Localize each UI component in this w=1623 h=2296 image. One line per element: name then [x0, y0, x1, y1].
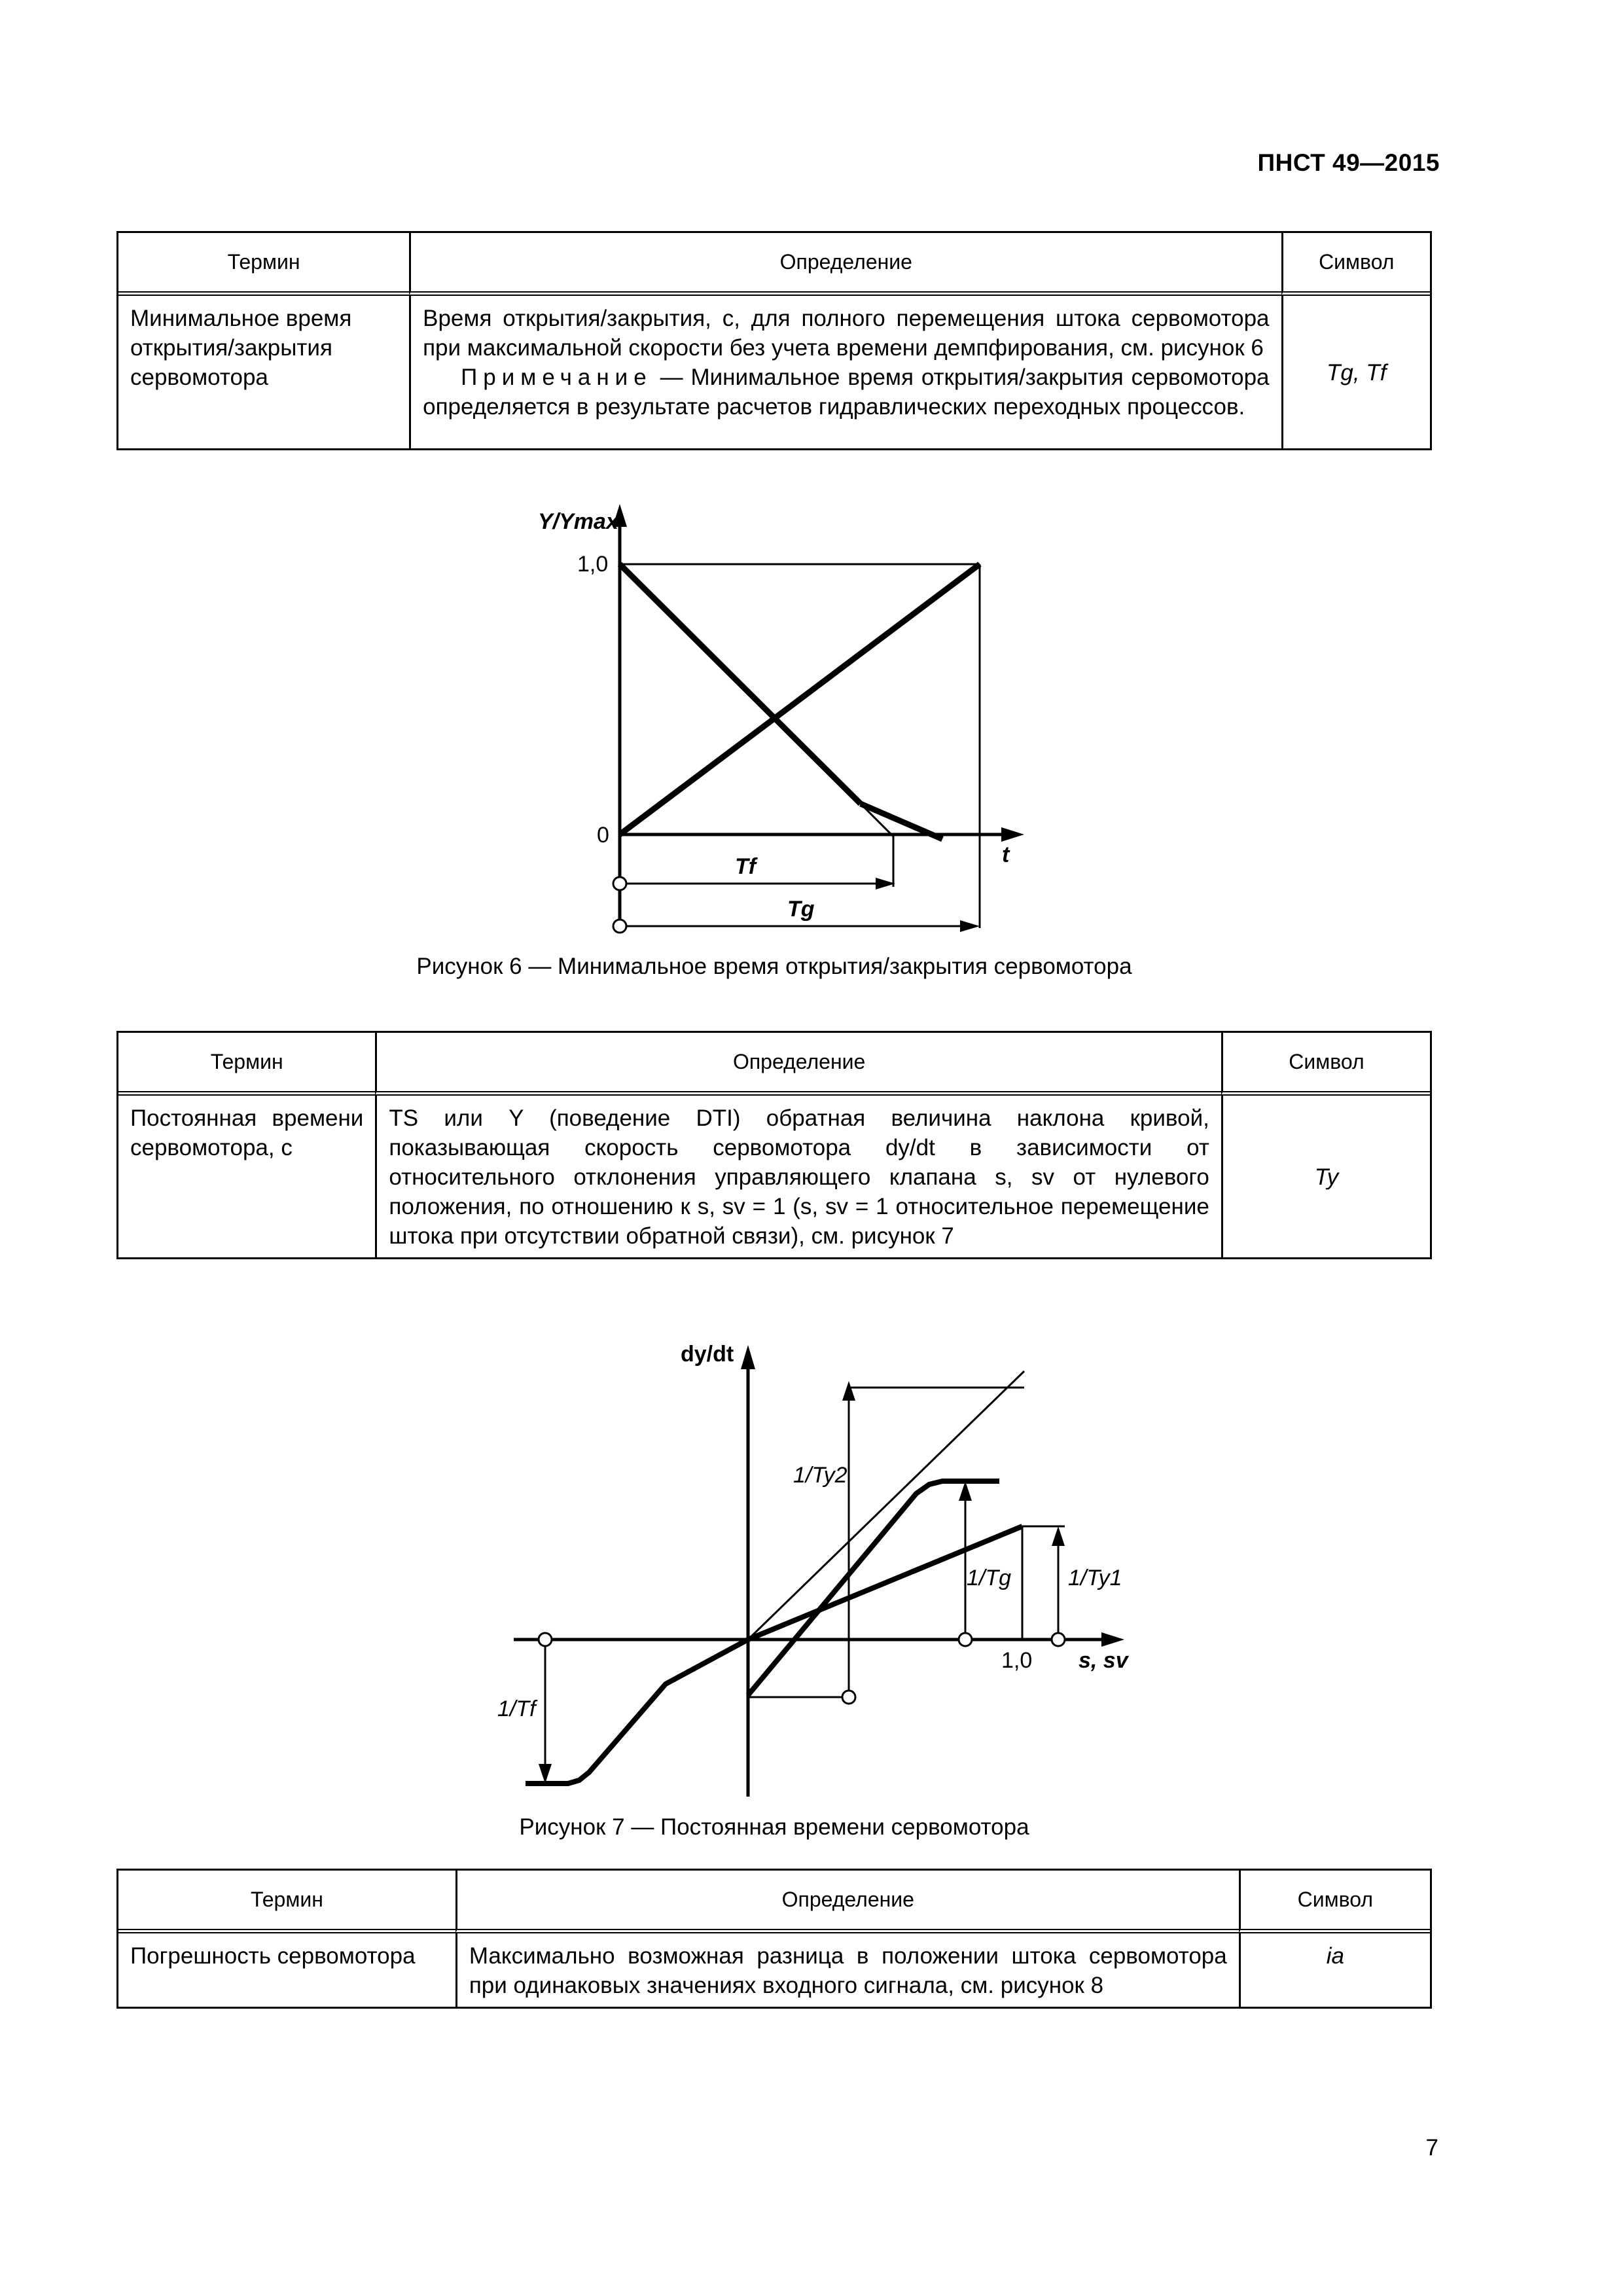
- column-header-symbol: Символ: [1281, 233, 1430, 296]
- figure-6-caption: Рисунок 6 — Минимальное время открытия/закрытия сервомотора: [416, 954, 1132, 979]
- note-text: — Минимальное время открытия/закрытия сервомотора определяется в результате расчетов гидравлических переходных процессов.: [423, 365, 1270, 420]
- fig7-y-arrow: [741, 1345, 755, 1369]
- terms-table-3: [116, 1869, 1432, 2009]
- symbol-cell: Ty: [1221, 1096, 1430, 1257]
- column-header-definition: Определение: [409, 233, 1281, 296]
- fig6-label-tg: Tg: [787, 897, 815, 922]
- fig7-label-ty2: 1/Ty2: [793, 1463, 847, 1488]
- column-header-definition: Определение: [375, 1033, 1221, 1096]
- definition-cell: Максимально возможная разница в положении штока сервомотора при одинаковых значениях входного сигнала, см. рисунок 8: [455, 1933, 1239, 2007]
- fig7-label-ty1: 1/Ty1: [1068, 1566, 1122, 1590]
- term-cell: Погрешность сервомотора: [130, 1943, 416, 1969]
- fig6-x-axis-label: t: [1002, 842, 1010, 867]
- fig6-y-tick-zero: 0: [597, 823, 609, 848]
- page-number: 7: [1425, 2135, 1438, 2161]
- term-cell: Минимальное время открытия/закрытия сервомотора: [130, 306, 352, 390]
- fig6-y-tick-top: 1,0: [577, 552, 609, 577]
- fig7-x-arrow: [1101, 1632, 1124, 1647]
- fig7-curve-shallow: [526, 1526, 1022, 1784]
- definition-text: Время открытия/закрытия, с, для полного перемещения штока сервомотора при максимальной скорости без учета времени демпфирования, см. рисунок 6: [423, 306, 1270, 361]
- column-header-symbol: Символ: [1239, 1871, 1430, 1933]
- column-header-definition: Определение: [455, 1871, 1239, 1933]
- term-cell: Постоянная времени сервомотора, с: [130, 1105, 364, 1160]
- column-header-term: Термин: [118, 233, 409, 296]
- symbol-cell: ia: [1239, 1933, 1430, 2007]
- definition-cell: TS или Y (поведение DTI) обратная величина наклона кривой, показывающая скорость сервомотора dy/dt в зависимости от относительного отклонения управляющего клапана s, sv от нулевого положения, по отношению к s, sv = 1 (s, sv = 1 относительное перемещение штока при отсутствии обратной связи), см. рисунок 7: [375, 1096, 1221, 1257]
- symbol-cell: Tg, Tf: [1281, 296, 1430, 448]
- fig7-label-tg: 1/Tg: [967, 1566, 1012, 1590]
- fig7-label-tf: 1/Tf: [497, 1696, 536, 1721]
- note-label: Примечание: [461, 365, 652, 390]
- fig7-reference-line: [748, 1371, 1024, 1640]
- column-header-term: Термин: [118, 1871, 455, 1933]
- fig7-y-axis-label: dy/dt: [681, 1342, 734, 1367]
- figure-7-caption: Рисунок 7 — Постоянная времени сервомотора: [519, 1814, 1029, 1840]
- fig7-x-tick: 1,0: [1001, 1648, 1033, 1673]
- fig7-x-axis-label: s, sv: [1079, 1648, 1128, 1673]
- column-header-symbol: Символ: [1221, 1033, 1430, 1096]
- document-code: ПНСТ 49—2015: [1257, 149, 1440, 176]
- fig6-label-tf: Tf: [735, 854, 757, 879]
- fig6-y-axis-label: Y/Ymax: [538, 509, 618, 534]
- column-header-term: Термин: [118, 1033, 375, 1096]
